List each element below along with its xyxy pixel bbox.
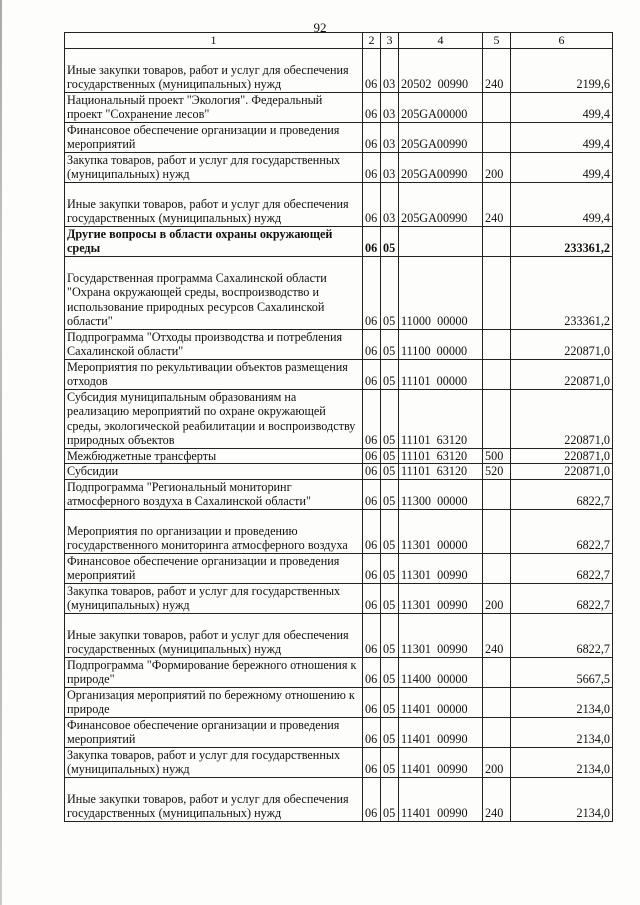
- row-subsection: 03: [381, 122, 399, 152]
- row-subsection: 03: [381, 152, 399, 182]
- row-section: 06: [363, 122, 381, 152]
- row-expense-type: [483, 359, 511, 389]
- row-amount: 6822,7: [511, 613, 613, 657]
- row-amount: 220871,0: [511, 389, 613, 448]
- row-target-code: 11000 00000: [399, 256, 483, 329]
- row-expense-type: [483, 687, 511, 717]
- row-section: 06: [363, 448, 381, 464]
- row-section: 06: [363, 256, 381, 329]
- table-header-row: [65, 33, 613, 49]
- row-section: 06: [363, 613, 381, 657]
- row-subsection: 05: [381, 777, 399, 821]
- row-subsection: 05: [381, 747, 399, 777]
- row-expense-type: [483, 657, 511, 687]
- row-name: Подпрограмма "Отходы производства и потребления Сахалинской области": [65, 329, 363, 359]
- row-amount: 499,4: [511, 152, 613, 182]
- row-amount: 6822,7: [511, 583, 613, 613]
- table-row: [65, 464, 613, 480]
- row-target-code: 11300 00000: [399, 479, 483, 509]
- row-amount: 220871,0: [511, 359, 613, 389]
- row-section: 06: [363, 747, 381, 777]
- row-amount: 6822,7: [511, 509, 613, 553]
- row-name: Закупка товаров, работ и услуг для государственных (муниципальных) нужд: [65, 747, 363, 777]
- row-name: Закупка товаров, работ и услуг для государственных (муниципальных) нужд: [65, 152, 363, 182]
- budget-table-body: [65, 33, 613, 822]
- table-row: [65, 613, 613, 657]
- row-subsection: 05: [381, 553, 399, 583]
- row-name: Субсидия муниципальным образованиям на реализацию мероприятий по охране окружающей среды, экологической реабилитации и воспроизводству природных объектов: [65, 389, 363, 448]
- row-expense-type: [483, 509, 511, 553]
- row-subsection: 03: [381, 48, 399, 92]
- row-expense-type: 200: [483, 583, 511, 613]
- row-amount: 2134,0: [511, 717, 613, 747]
- table-row: [65, 509, 613, 553]
- table-row: [65, 553, 613, 583]
- row-section: 06: [363, 182, 381, 226]
- row-section: 06: [363, 687, 381, 717]
- row-subsection: 05: [381, 687, 399, 717]
- row-amount: 220871,0: [511, 448, 613, 464]
- row-name: Межбюджетные трансферты: [65, 448, 363, 464]
- row-target-code: 205GA00990: [399, 152, 483, 182]
- row-expense-type: [483, 329, 511, 359]
- row-subsection: 05: [381, 464, 399, 480]
- row-name: Закупка товаров, работ и услуг для государственных (муниципальных) нужд: [65, 583, 363, 613]
- row-subsection: 05: [381, 509, 399, 553]
- row-section: 06: [363, 583, 381, 613]
- row-name: Подпрограмма "Региональный мониторинг атмосферного воздуха в Сахалинской области": [65, 479, 363, 509]
- row-subsection: 05: [381, 226, 399, 256]
- header-col-6: 6: [511, 33, 613, 49]
- row-subsection: 05: [381, 256, 399, 329]
- row-target-code: 11101 63120: [399, 464, 483, 480]
- row-expense-type: [483, 479, 511, 509]
- row-target-code: 11301 00000: [399, 509, 483, 553]
- row-section: 06: [363, 226, 381, 256]
- row-expense-type: 240: [483, 48, 511, 92]
- header-col-4: 4: [399, 33, 483, 49]
- row-subsection: 05: [381, 657, 399, 687]
- row-section: 06: [363, 48, 381, 92]
- row-section: 06: [363, 479, 381, 509]
- header-col-3: 3: [381, 33, 399, 49]
- row-target-code: [399, 226, 483, 256]
- table-row: [65, 479, 613, 509]
- row-subsection: 05: [381, 448, 399, 464]
- row-subsection: 03: [381, 182, 399, 226]
- row-target-code: 11100 00000: [399, 329, 483, 359]
- row-name: Организация мероприятий по бережному отношению к природе: [65, 687, 363, 717]
- row-name: Мероприятия по организации и проведению государственного мониторинга атмосферного воздуха: [65, 509, 363, 553]
- scan-edge-shadow: [0, 0, 2, 905]
- row-section: 06: [363, 92, 381, 122]
- row-target-code: 11401 00990: [399, 777, 483, 821]
- table-row: [65, 747, 613, 777]
- row-subsection: 05: [381, 613, 399, 657]
- table-row: [65, 226, 613, 256]
- row-section: 06: [363, 152, 381, 182]
- row-amount: 220871,0: [511, 464, 613, 480]
- row-name: Финансовое обеспечение организации и проведения мероприятий: [65, 122, 363, 152]
- row-expense-type: [483, 717, 511, 747]
- row-target-code: 11301 00990: [399, 553, 483, 583]
- row-section: 06: [363, 464, 381, 480]
- row-amount: 499,4: [511, 182, 613, 226]
- row-section: 06: [363, 657, 381, 687]
- table-row: [65, 389, 613, 448]
- table-row: [65, 687, 613, 717]
- row-subsection: 05: [381, 479, 399, 509]
- row-target-code: 11301 00990: [399, 613, 483, 657]
- row-amount: 499,4: [511, 92, 613, 122]
- row-name: Другие вопросы в области охраны окружающей среды: [65, 226, 363, 256]
- row-section: 06: [363, 329, 381, 359]
- row-target-code: 11101 00000: [399, 359, 483, 389]
- row-section: 06: [363, 553, 381, 583]
- row-target-code: 11401 00990: [399, 717, 483, 747]
- table-row: [65, 359, 613, 389]
- header-col-1: 1: [65, 33, 363, 49]
- row-name: Национальный проект "Экология". Федеральный проект "Сохранение лесов": [65, 92, 363, 122]
- row-expense-type: 500: [483, 448, 511, 464]
- row-name: Государственная программа Сахалинской области "Охрана окружающей среды, воспроизводство и использование природных ресурсов Сахалинской области": [65, 256, 363, 329]
- table-row: [65, 256, 613, 329]
- table-row: [65, 48, 613, 92]
- row-amount: 499,4: [511, 122, 613, 152]
- row-name: Мероприятия по рекультивации объектов размещения отходов: [65, 359, 363, 389]
- table-row: [65, 448, 613, 464]
- row-expense-type: 240: [483, 182, 511, 226]
- row-name: Финансовое обеспечение организации и проведения мероприятий: [65, 717, 363, 747]
- row-target-code: 20502 00990: [399, 48, 483, 92]
- row-name: Иные закупки товаров, работ и услуг для обеспечения государственных (муниципальных) нужд: [65, 777, 363, 821]
- row-amount: 220871,0: [511, 329, 613, 359]
- row-section: 06: [363, 389, 381, 448]
- row-subsection: 05: [381, 389, 399, 448]
- row-section: 06: [363, 717, 381, 747]
- row-name: Иные закупки товаров, работ и услуг для обеспечения государственных (муниципальных) нужд: [65, 48, 363, 92]
- table-row: [65, 92, 613, 122]
- row-amount: 2199,6: [511, 48, 613, 92]
- row-target-code: 11101 63120: [399, 448, 483, 464]
- row-target-code: 11101 63120: [399, 389, 483, 448]
- table-row: [65, 777, 613, 821]
- row-amount: 6822,7: [511, 479, 613, 509]
- row-section: 06: [363, 777, 381, 821]
- row-amount: 2134,0: [511, 777, 613, 821]
- row-target-code: 11400 00000: [399, 657, 483, 687]
- row-amount: 2134,0: [511, 747, 613, 777]
- row-expense-type: [483, 553, 511, 583]
- row-name: Иные закупки товаров, работ и услуг для обеспечения государственных (муниципальных) нужд: [65, 613, 363, 657]
- row-expense-type: [483, 389, 511, 448]
- row-expense-type: 200: [483, 152, 511, 182]
- row-target-code: 205GA00990: [399, 182, 483, 226]
- table-row: [65, 329, 613, 359]
- row-target-code: 11301 00990: [399, 583, 483, 613]
- row-target-code: 11401 00990: [399, 747, 483, 777]
- table-row: [65, 152, 613, 182]
- row-subsection: 05: [381, 329, 399, 359]
- table-row: [65, 583, 613, 613]
- row-section: 06: [363, 359, 381, 389]
- table-row: [65, 182, 613, 226]
- row-amount: 233361,2: [511, 226, 613, 256]
- row-amount: 5667,5: [511, 657, 613, 687]
- row-amount: 6822,7: [511, 553, 613, 583]
- row-expense-type: 520: [483, 464, 511, 480]
- row-name: Подпрограмма "Формирование бережного отношения к природе": [65, 657, 363, 687]
- row-expense-type: 200: [483, 747, 511, 777]
- row-subsection: 05: [381, 583, 399, 613]
- row-name: Субсидии: [65, 464, 363, 480]
- row-subsection: 03: [381, 92, 399, 122]
- header-col-5: 5: [483, 33, 511, 49]
- budget-table: [64, 32, 613, 822]
- table-row: [65, 657, 613, 687]
- row-expense-type: 240: [483, 613, 511, 657]
- row-subsection: 05: [381, 359, 399, 389]
- header-col-2: 2: [363, 33, 381, 49]
- row-subsection: 05: [381, 717, 399, 747]
- row-name: Финансовое обеспечение организации и проведения мероприятий: [65, 553, 363, 583]
- row-target-code: 11401 00000: [399, 687, 483, 717]
- row-expense-type: [483, 256, 511, 329]
- row-target-code: 205GA00000: [399, 92, 483, 122]
- row-expense-type: [483, 92, 511, 122]
- page-number: 92: [313, 20, 327, 35]
- row-expense-type: [483, 122, 511, 152]
- row-amount: 233361,2: [511, 256, 613, 329]
- row-expense-type: [483, 226, 511, 256]
- row-amount: 2134,0: [511, 687, 613, 717]
- row-target-code: 205GA00990: [399, 122, 483, 152]
- table-row: [65, 122, 613, 152]
- row-section: 06: [363, 509, 381, 553]
- row-name: Иные закупки товаров, работ и услуг для обеспечения государственных (муниципальных) нужд: [65, 182, 363, 226]
- row-expense-type: 240: [483, 777, 511, 821]
- table-row: [65, 717, 613, 747]
